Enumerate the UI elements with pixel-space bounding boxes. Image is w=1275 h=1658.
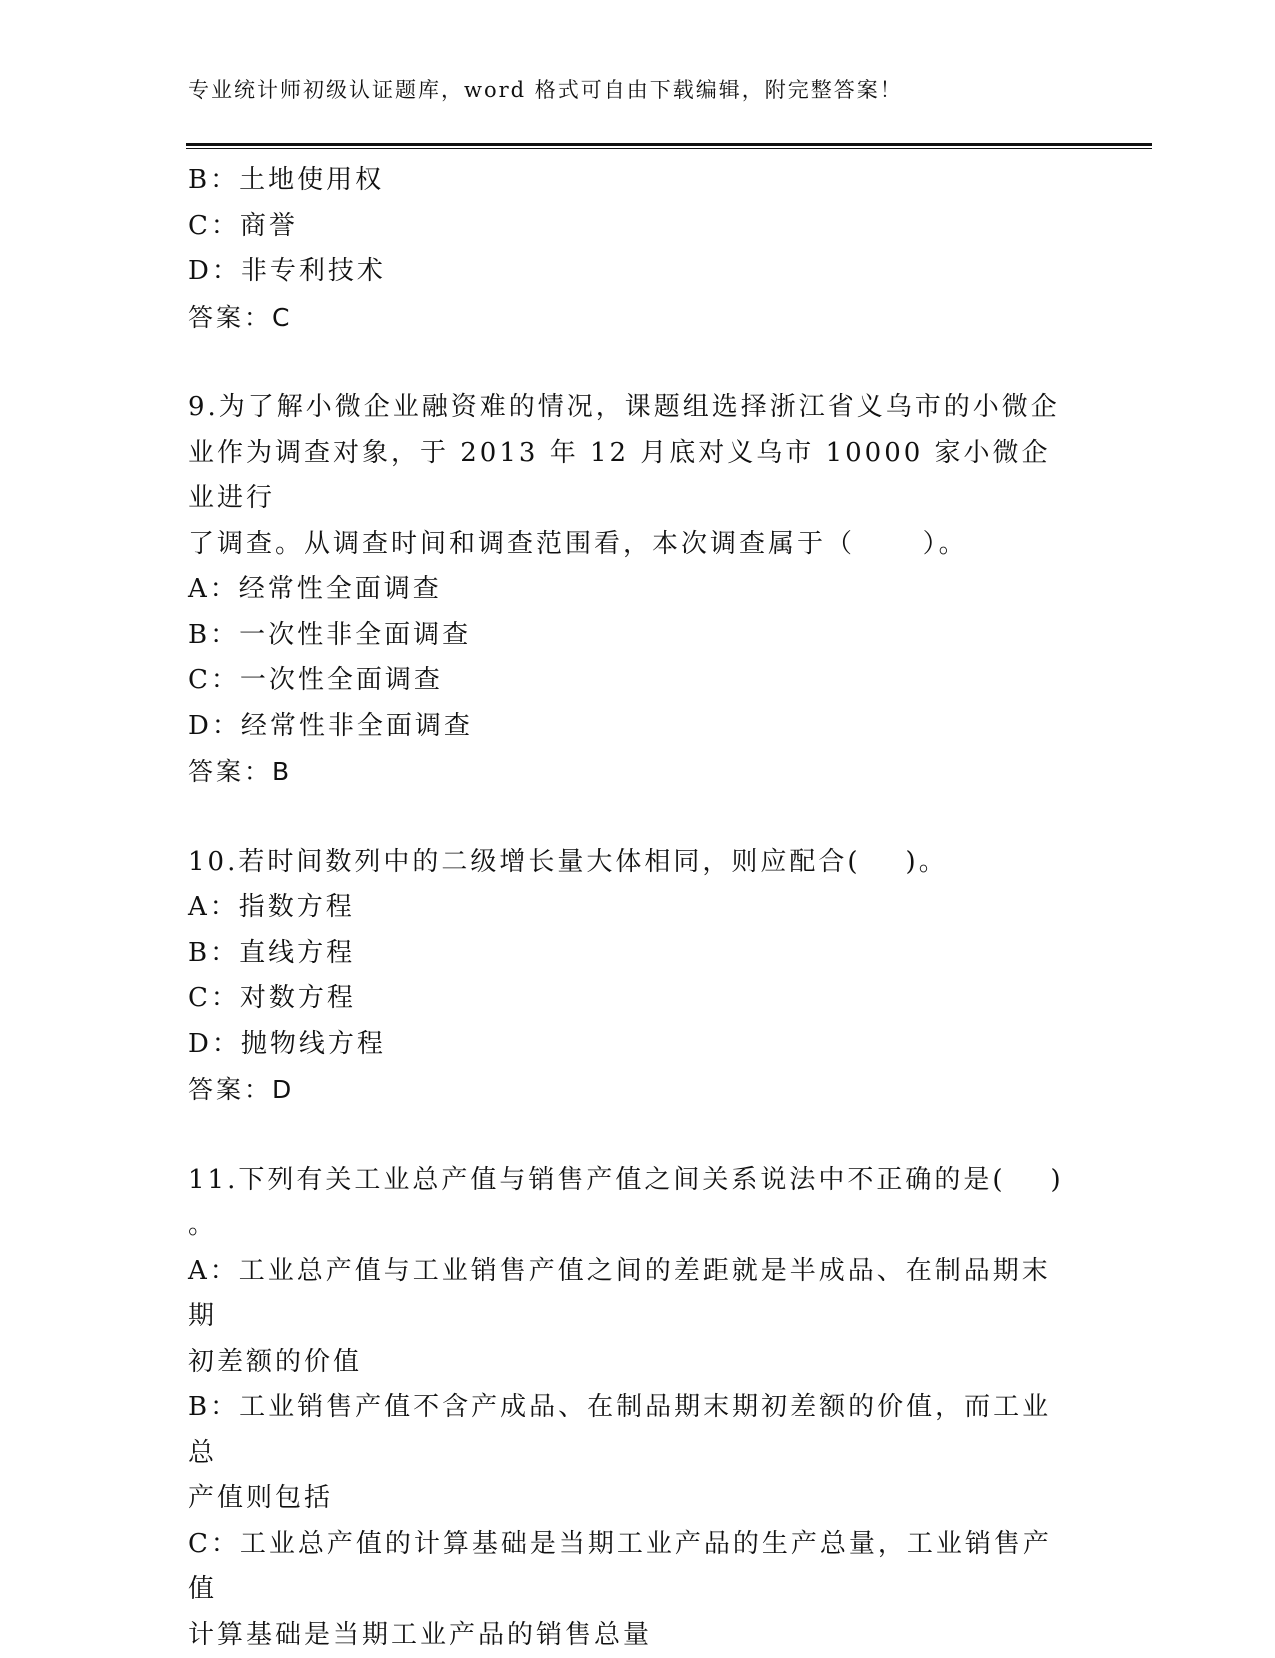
answer: 答案：B bbox=[188, 749, 1068, 795]
question-8-continued bbox=[188, 158, 1068, 340]
option-a: A：工业总产值与工业销售产值之间的差距就是半成品、在制品期末期 bbox=[188, 1249, 1068, 1340]
option-c: C：一次性全面调查 bbox=[188, 658, 1068, 704]
option-b: B：工业销售产值不含产成品、在制品期末期初差额的价值，而工业总 bbox=[188, 1385, 1068, 1476]
option-c: C：工业总产值的计算基础是当期工业产品的生产总量，工业销售产值 bbox=[188, 1522, 1068, 1613]
option-b: B：一次性非全面调查 bbox=[188, 613, 1068, 659]
option-d: D：抛物线方程 bbox=[188, 1022, 1068, 1068]
option-a: A：指数方程 bbox=[188, 885, 1068, 931]
option-a: 初差额的价值 bbox=[188, 1340, 1068, 1386]
answer: 答案：C bbox=[188, 295, 1068, 341]
question-10 bbox=[188, 840, 1068, 1113]
page-header: 专业统计师初级认证题库，word 格式可自由下载编辑，附完整答案！ bbox=[188, 74, 903, 104]
option-d: D：经常性非全面调查 bbox=[188, 704, 1068, 750]
spacer bbox=[188, 340, 1068, 385]
option-d: D：非专利技术 bbox=[188, 249, 1068, 295]
question-11 bbox=[188, 1158, 1068, 1658]
option-c: C：商誉 bbox=[188, 204, 1068, 250]
option-b: 产值则包括 bbox=[188, 1476, 1068, 1522]
question-stem: 10.若时间数列中的二级增长量大体相同，则应配合( )。 bbox=[188, 840, 1068, 886]
option-a: A：经常性全面调查 bbox=[188, 567, 1068, 613]
option-c: C：对数方程 bbox=[188, 976, 1068, 1022]
question-stem: 业作为调查对象，于 2013 年 12 月底对义乌市 10000 家小微企业进行 bbox=[188, 431, 1068, 522]
document-body bbox=[188, 158, 1068, 1658]
answer: 答案：D bbox=[188, 1067, 1068, 1113]
question-stem: 了调查。从调查时间和调查范围看，本次调查属于（ ）。 bbox=[188, 522, 1068, 568]
question-stem: 9.为了解小微企业融资难的情况，课题组选择浙江省义乌市的小微企 bbox=[188, 385, 1068, 431]
spacer bbox=[188, 795, 1068, 840]
question-9 bbox=[188, 385, 1068, 795]
spacer bbox=[188, 1113, 1068, 1158]
header-divider bbox=[186, 143, 1152, 149]
option-c: 计算基础是当期工业产品的销售总量 bbox=[188, 1613, 1068, 1658]
question-stem: 。 bbox=[188, 1203, 1068, 1249]
option-b: B：直线方程 bbox=[188, 931, 1068, 977]
question-stem: 11.下列有关工业总产值与销售产值之间关系说法中不正确的是( ) bbox=[188, 1158, 1068, 1204]
option-b: B：土地使用权 bbox=[188, 158, 1068, 204]
